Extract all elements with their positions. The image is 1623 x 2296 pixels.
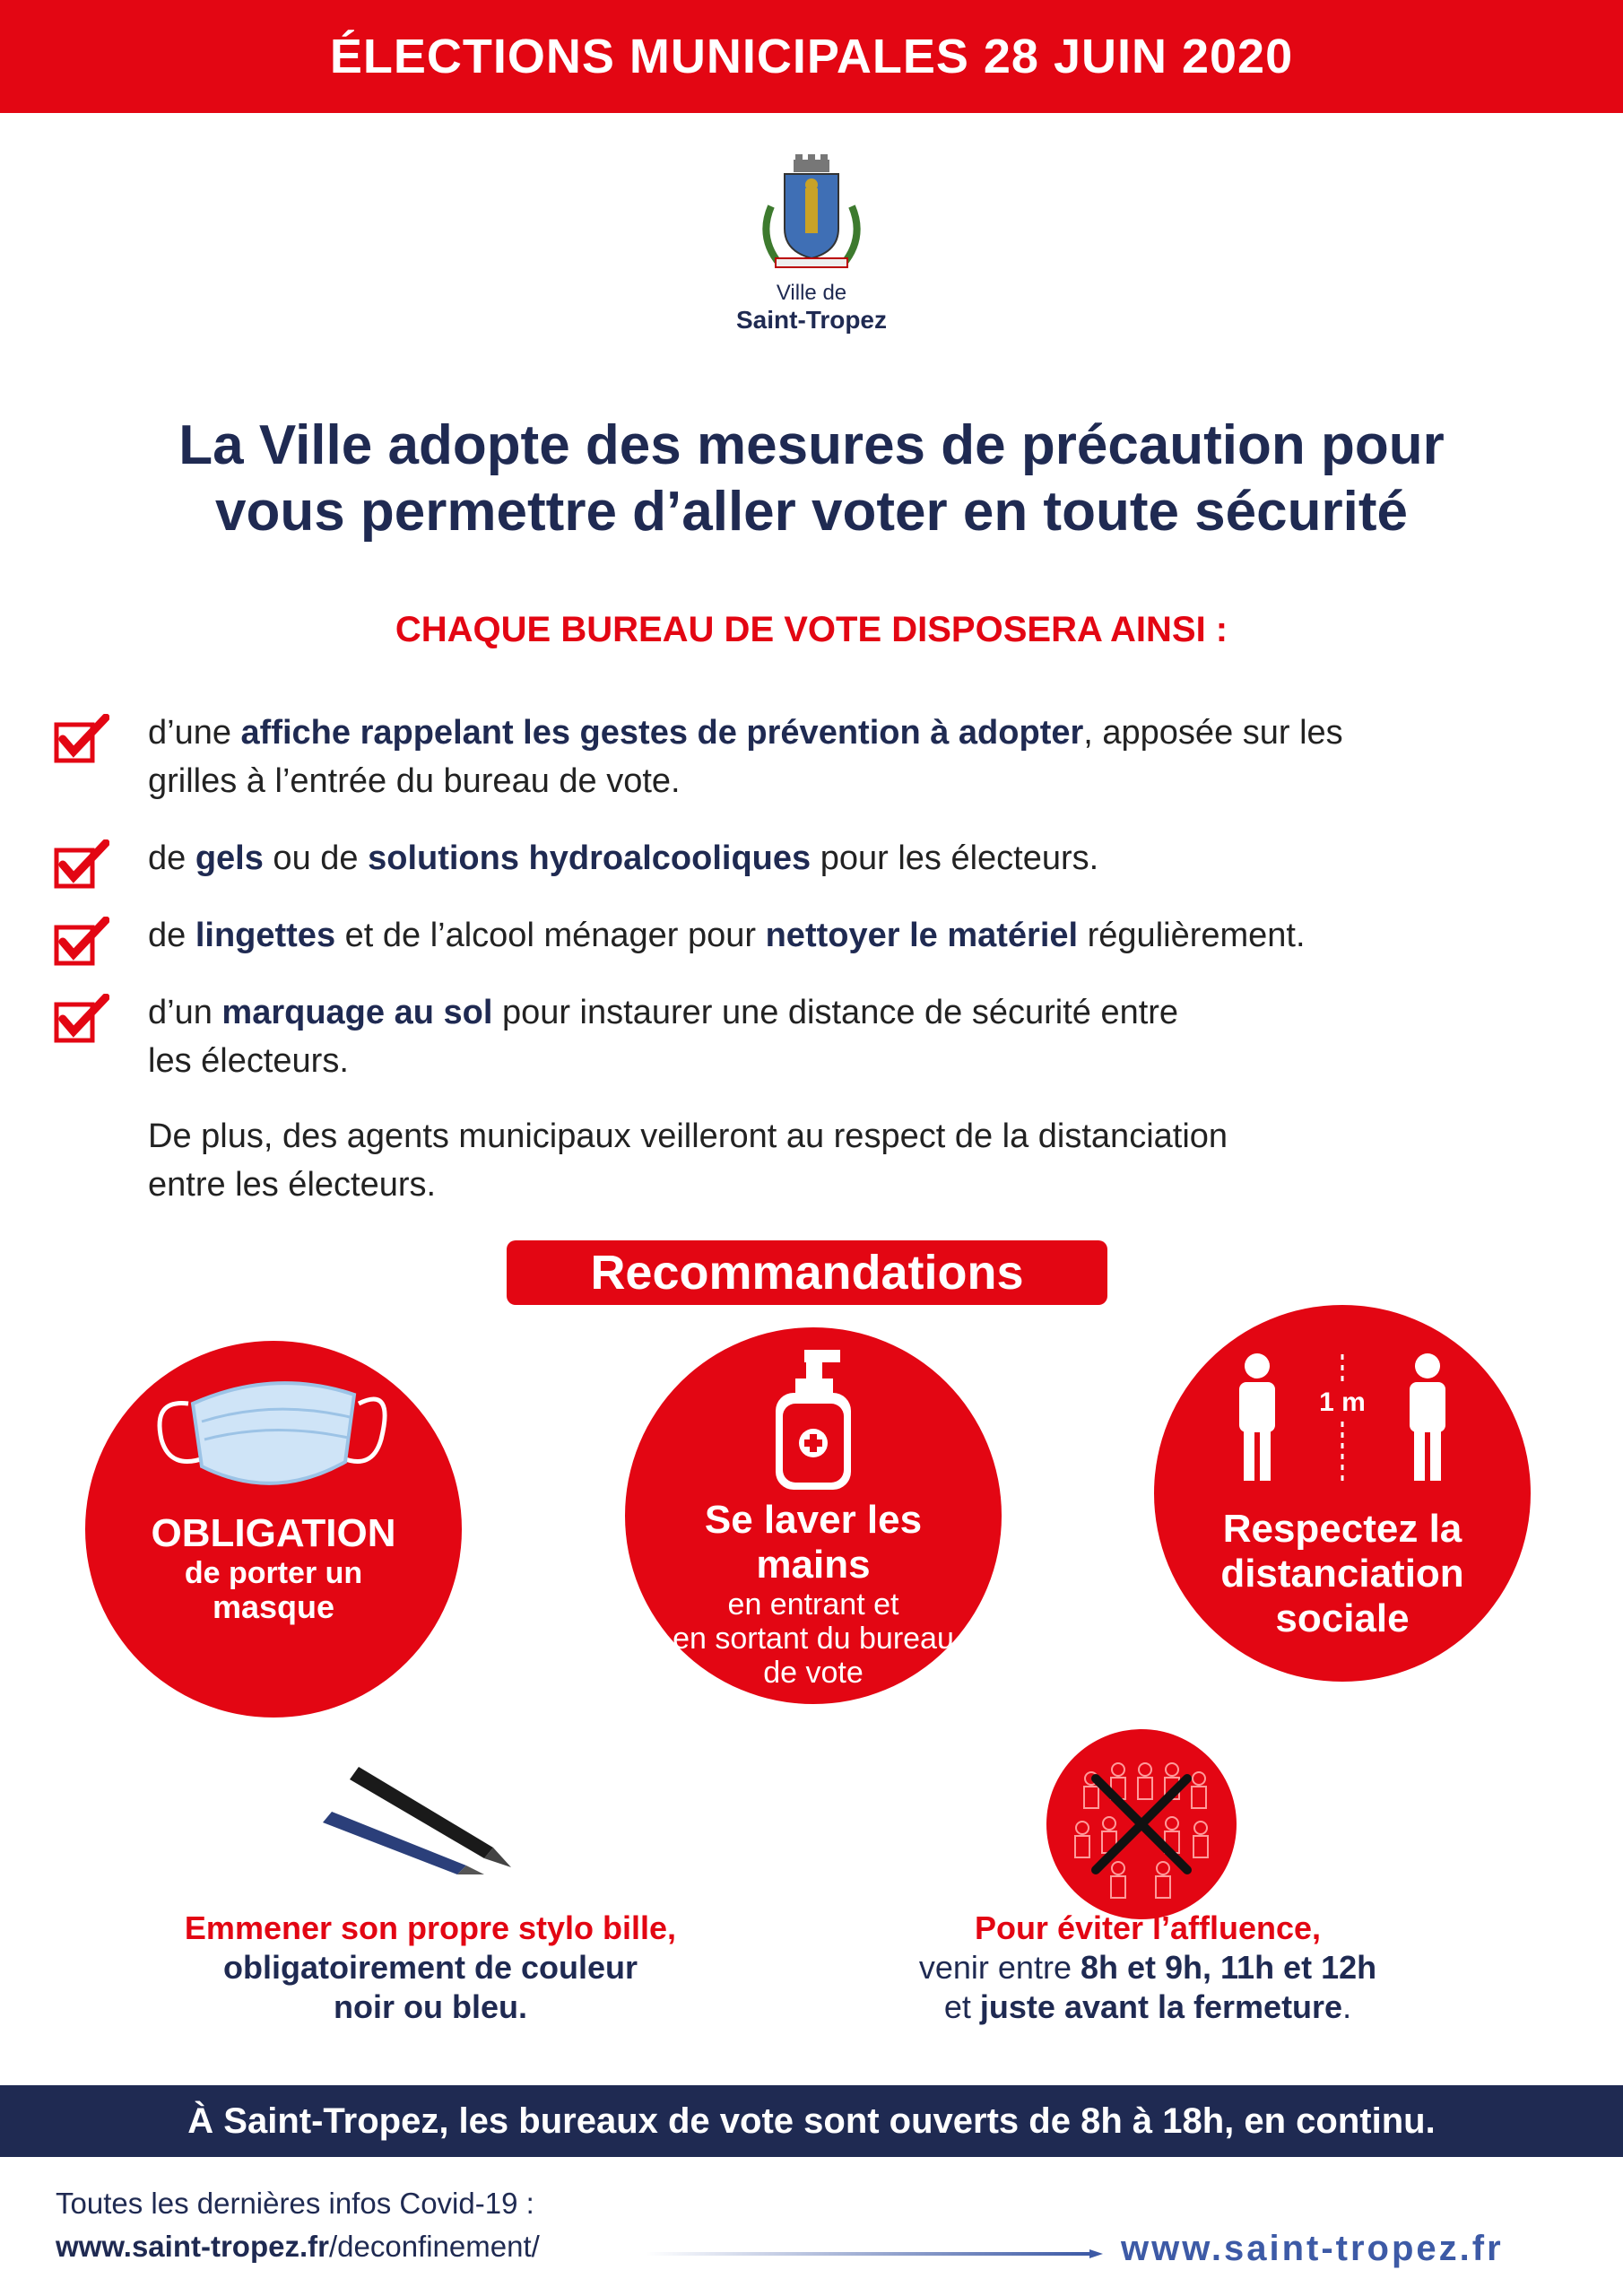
measure-1-c: , apposée sur les	[1083, 714, 1343, 752]
measure-4-b: marquage au sol	[221, 994, 493, 1031]
distance-circle	[1154, 1305, 1531, 1682]
mask-circle	[85, 1341, 462, 1718]
mask-sub2: masque	[212, 1588, 335, 1625]
checkbox-icon	[54, 714, 109, 764]
soap-icon	[768, 1350, 858, 1493]
opening-hours-band	[0, 2085, 1623, 2157]
distance-label: 1 m	[1319, 1387, 1366, 1417]
hands-title: Se laver les mains	[704, 1498, 923, 1587]
measure-2-e: pour les électeurs.	[811, 839, 1099, 877]
measure-3-b: lingettes	[195, 917, 336, 954]
recommendations-title: Recommandations	[590, 1246, 1024, 1300]
footer-info	[56, 2182, 540, 2268]
extra-note	[148, 1112, 1493, 1209]
crowd-line3a: et	[943, 1988, 980, 2025]
checkbox-icon	[54, 994, 109, 1044]
pen-tip	[135, 1909, 726, 2027]
hands-sub3: de vote	[763, 1656, 864, 1690]
subhead: CHAQUE BUREAU DE VOTE DISPOSERA AINSI :	[395, 610, 1228, 649]
measure-item	[54, 988, 1578, 1085]
measure-4-c: pour instaurer une distance de sécurité entre	[492, 994, 1179, 1031]
measure-3-e: régulièrement.	[1078, 917, 1306, 954]
measure-1-d: grilles à l’entrée du bureau de vote.	[148, 762, 681, 800]
header-title: ÉLECTIONS MUNICIPALES 28 JUIN 2020	[329, 30, 1294, 83]
handwash-circle	[625, 1327, 1002, 1704]
pen-line2: obligatoirement de couleur	[222, 1949, 638, 1986]
extra-line2: entre les électeurs.	[148, 1166, 437, 1204]
logo-line1: Ville de	[776, 281, 847, 305]
recommendations-heading	[507, 1240, 1107, 1305]
footer-url-path[interactable]: /deconfinement/	[328, 2230, 540, 2263]
crowd-tip	[825, 1909, 1471, 2027]
measure-3-d: nettoyer le matériel	[765, 917, 1079, 954]
mask-icon	[143, 1350, 404, 1502]
measure-2-b: gels	[195, 839, 264, 877]
measure-item	[54, 709, 1578, 805]
crowd-line1: Pour éviter l’affluence,	[974, 1909, 1322, 1946]
header-banner	[0, 0, 1623, 113]
pen-line1: Emmener son propre stylo bille,	[184, 1909, 677, 1946]
coat-of-arms-logo	[753, 152, 870, 287]
headline-line2: vous permettre d’aller voter en toute sécurité	[215, 481, 1408, 543]
pen-icon	[323, 1749, 511, 1874]
measure-2-c: ou de	[263, 839, 369, 877]
measure-2-a: de	[148, 839, 195, 877]
distance-title1: Respectez la	[1222, 1507, 1462, 1551]
measure-1-b: affiche rappelant les gestes de prévention à adopter	[240, 714, 1084, 752]
measure-item	[54, 911, 1578, 960]
no-crowd-icon	[1046, 1729, 1237, 1919]
headline-line1: La Ville adopte des mesures de précaution pour	[178, 414, 1445, 476]
crowd-line2b: 8h et 9h, 11h et 12h	[1080, 1949, 1377, 1986]
crowd-line3b: juste avant la fermeture	[979, 1988, 1343, 2025]
footer-arrow-line	[646, 2249, 1103, 2258]
logo-line2: Saint-Tropez	[735, 306, 887, 334]
measure-4-a: d’un	[148, 994, 222, 1031]
logo-text	[699, 281, 924, 335]
measure-4-d: les électeurs.	[148, 1042, 349, 1080]
pen-line3: noir ou bleu.	[334, 1988, 527, 2025]
crowd-line2a: venir entre	[918, 1949, 1081, 1986]
website-link[interactable]: www.saint-tropez.fr	[1121, 2229, 1504, 2268]
measure-3-c: et de l’alcool ménager pour	[335, 917, 766, 954]
mask-sub1: de porter un	[184, 1556, 363, 1590]
checkbox-icon	[54, 839, 109, 890]
hands-sub2: en sortant du bureau	[673, 1622, 954, 1656]
opening-hours-text: À Saint-Tropez, les bureaux de vote sont ouverts de 8h à 18h, en continu.	[187, 2101, 1436, 2141]
mask-title: OBLIGATION	[151, 1511, 396, 1555]
hands-sub1: en entrant et	[727, 1587, 899, 1622]
measure-3-a: de	[148, 917, 195, 954]
checkbox-icon	[54, 917, 109, 967]
distance-title3: sociale	[1275, 1596, 1410, 1640]
crowd-line3c: .	[1342, 1988, 1352, 2025]
measure-2-d: solutions hydroalcooliques	[368, 839, 812, 877]
measure-1-a: d’une	[148, 714, 241, 752]
distance-title2: distanciation	[1220, 1552, 1464, 1596]
headline	[108, 413, 1515, 545]
people-distance-icon	[1217, 1350, 1468, 1484]
extra-line1: De plus, des agents municipaux veilleront au respect de la distanciation	[148, 1118, 1228, 1155]
footer-info-text: Toutes les dernières infos Covid-19 :	[56, 2187, 534, 2220]
footer-url-link[interactable]: www.saint-tropez.fr	[56, 2230, 329, 2263]
measure-item	[54, 834, 1578, 883]
